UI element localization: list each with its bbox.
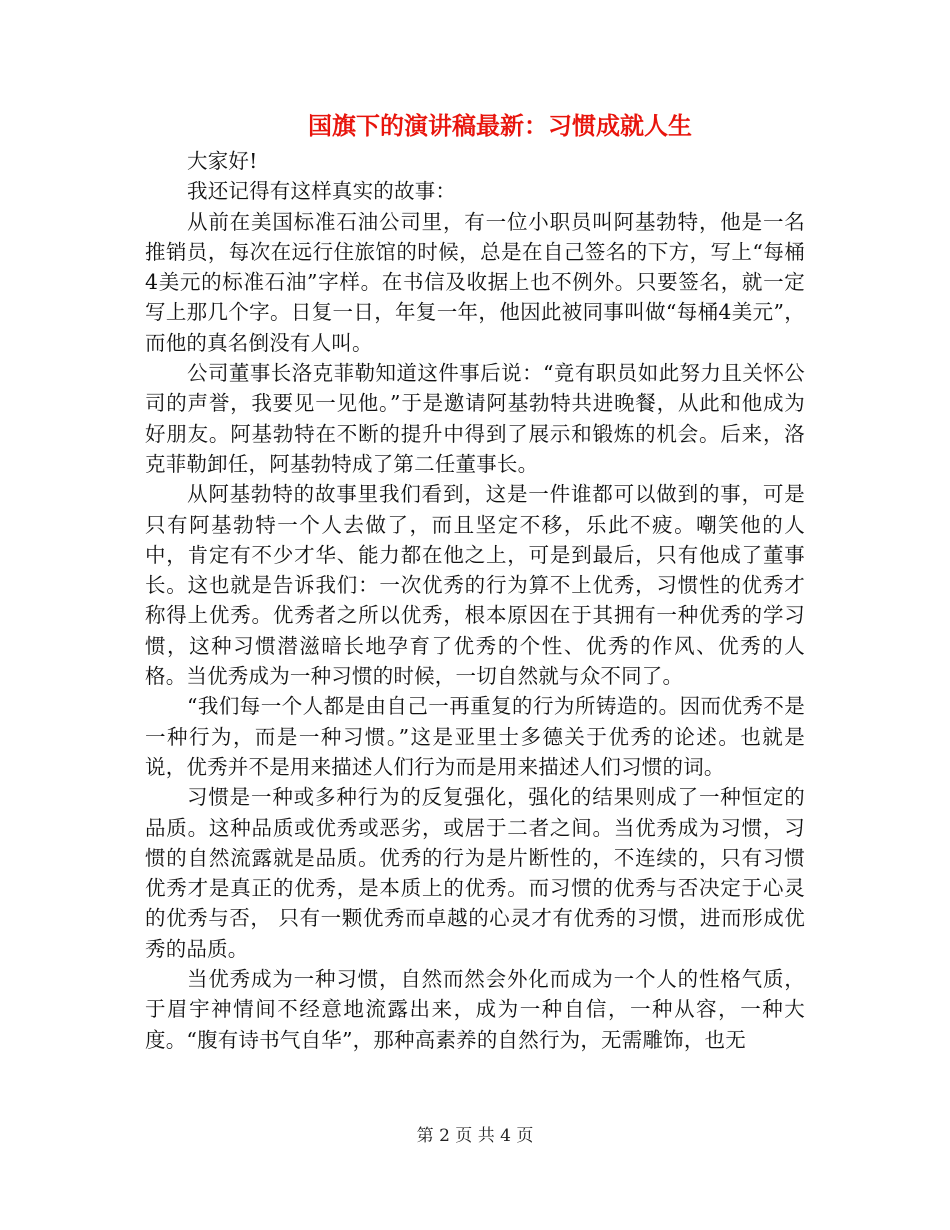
paragraph-rockefeller: 公司董事长洛克菲勒知道这件事后说：“竟有职员如此努力且关怀公司的声誉，我要见一见他。”于是邀请阿基勃特共进晚餐，从此和他成为好朋友。阿基勃特在不断的提升中得到了展示和锻炼的机会。后来，洛克菲勒卸任，阿基勃特成了第二任董事长。	[145, 361, 805, 476]
paragraph-greeting: 大家好!	[187, 149, 258, 173]
paragraph-lesson: 从阿基勃特的故事里我们看到，这是一件谁都可以做到的事，可是只有阿基勃特一个人去做了，而且坚定不移，乐此不疲。嘲笑他的人中，肯定有不少才华、能力都在他之上，可是到最后，只有他成了董事长。这也就是告诉我们：一次优秀的行为算不上优秀，习惯性的优秀才称得上优秀。优秀者之所以优秀，根本原因在于其拥有一种优秀的学习惯，这种习惯潜滋暗长地孕育了优秀的个性、优秀的作风、优秀的人格。当优秀成为一种习惯的时候，一切自然就与众不同了。	[145, 482, 805, 689]
paragraph-habit-quality: 习惯是一种或多种行为的反复强化，强化的结果则成了一种恒定的品质。这种品质或优秀或恶劣，或居于二者之间。当优秀成为习惯，习惯的自然流露就是品质。优秀的行为是片断性的，不连续的，只有习惯优秀才是真正的优秀，是本质上的优秀。而习惯的优秀与否决定于心灵的优秀与否， 只有一颗优秀而卓越的心灵才有优秀的习惯，进而形成优秀的品质。	[145, 785, 805, 961]
paragraph-aristotle: “我们每一个人都是由自己一再重复的行为所铸造的。因而优秀不是一种行为，而是一种习惯。”这是亚里士多德关于优秀的论述。也就是说，优秀并不是用来描述人们行为而是用来描述人们习惯的词。	[145, 694, 805, 779]
paragraph-story: 从前在美国标准石油公司里，有一位小职员叫阿基勃特，他是一名推销员，每次在远行住旅馆的时候，总是在自己签名的下方，写上“每桶4美元的标准石油”字样。在书信及收据上也不例外。只要签名，就一定写上那几个字。日复一日，年复一年，他因此被同事叫做“每桶4美元”，而他的真名倒没有人叫。	[145, 209, 805, 355]
page-number-footer: 第 2 页 共 4 页	[416, 1126, 534, 1146]
paragraph-temperament: 当优秀成为一种习惯，自然而然会外化而成为一个人的性格气质，于眉宇神情间不经意地流露出来，成为一种自信，一种从容，一种大度。“腹有诗书气自华”，那种高素养的自然行为，无需雕饰，也无	[145, 967, 805, 1052]
document-title: 国旗下的演讲稿最新：习惯成就人生	[308, 111, 692, 140]
paragraph-intro: 我还记得有这样真实的故事：	[187, 179, 457, 204]
document-body	[145, 146, 805, 1055]
